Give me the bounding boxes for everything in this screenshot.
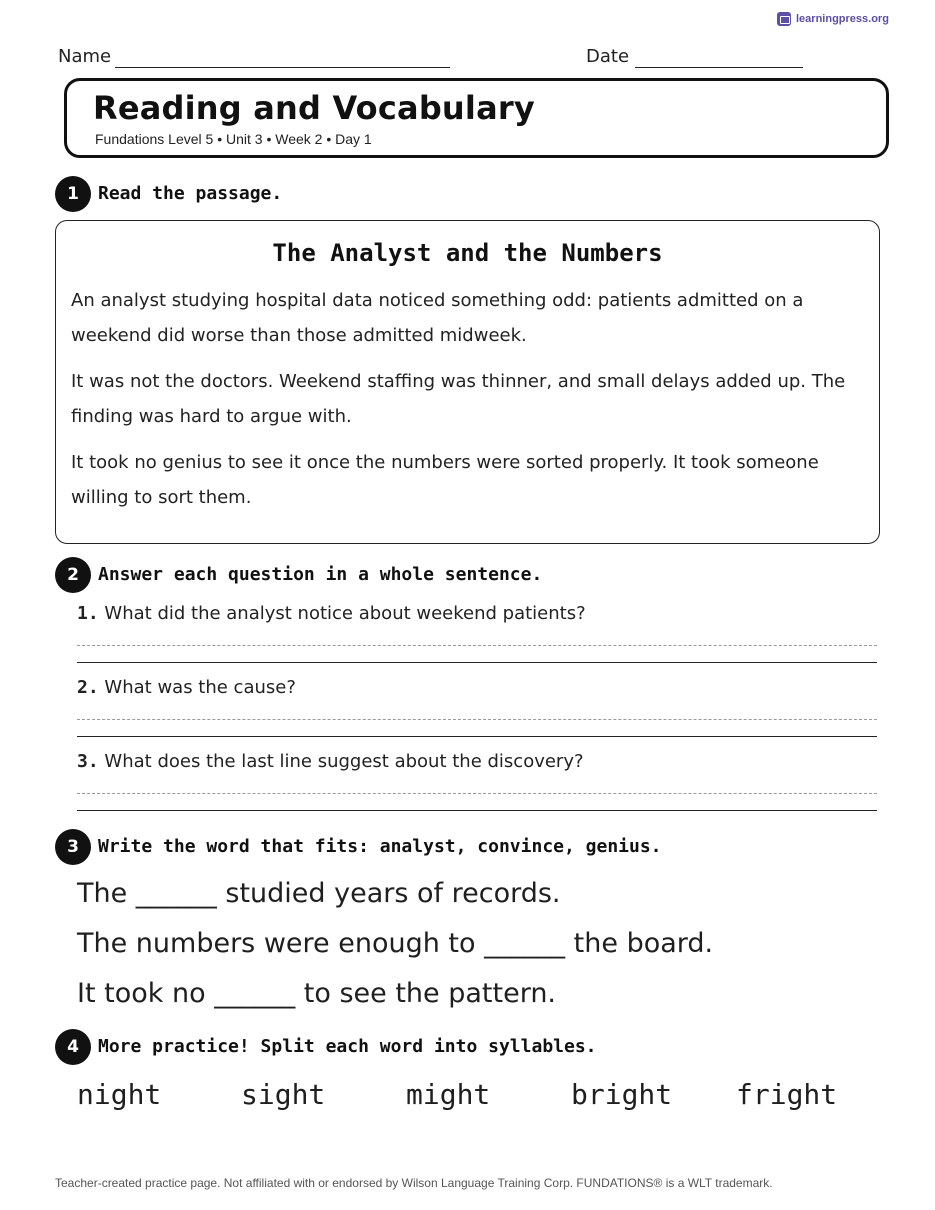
fill-in-sentence-3[interactable]: It took no ______ to see the pattern. xyxy=(77,978,557,1009)
page-title: Reading and Vocabulary xyxy=(93,89,535,127)
brand-link[interactable] xyxy=(777,12,889,26)
section-4-title: More practice! Split each word into syllables. xyxy=(98,1036,597,1057)
section-4-number: 4 xyxy=(55,1029,91,1065)
answer-line-1[interactable] xyxy=(77,662,877,663)
question-2 xyxy=(77,677,296,698)
section-1-number: 1 xyxy=(55,176,91,212)
section-1-title: Read the passage. xyxy=(98,183,283,204)
passage-title: The Analyst and the Numbers xyxy=(272,239,663,267)
answer-line-3[interactable] xyxy=(77,810,877,811)
name-field[interactable] xyxy=(115,67,450,68)
question-text: What does the last line suggest about the discovery? xyxy=(104,751,584,772)
answer-guide-line xyxy=(77,645,877,646)
passage-paragraph: It took no genius to see it once the numbers were sorted properly. It took someone willing to sort them. xyxy=(71,452,819,508)
page-subtitle: Fundations Level 5 • Unit 3 • Week 2 • Day 1 xyxy=(95,131,372,147)
question-1 xyxy=(77,603,586,624)
syllable-word: fright xyxy=(736,1078,838,1111)
answer-line-2[interactable] xyxy=(77,736,877,737)
question-3 xyxy=(77,751,584,772)
fill-in-sentence-1[interactable]: The ______ studied years of records. xyxy=(77,878,561,909)
answer-guide-line xyxy=(77,793,877,794)
question-number: 3. xyxy=(77,751,99,772)
passage-paragraph: It was not the doctors. Weekend staffing was thinner, and small delays added up. The finding was hard to argue with. xyxy=(71,371,846,427)
question-number: 2. xyxy=(77,677,99,698)
fill-in-sentence-2[interactable]: The numbers were enough to ______ the board. xyxy=(77,928,714,959)
syllable-word: bright xyxy=(571,1078,673,1111)
syllable-word: might xyxy=(406,1078,491,1111)
date-field[interactable] xyxy=(635,67,803,68)
brand-text: learningpress.org xyxy=(796,13,889,25)
section-2-number: 2 xyxy=(55,557,91,593)
name-label: Name xyxy=(58,46,112,67)
syllable-word: night xyxy=(77,1078,162,1111)
section-3-number: 3 xyxy=(55,829,91,865)
syllable-word: sight xyxy=(241,1078,326,1111)
section-2-title: Answer each question in a whole sentence. xyxy=(98,564,543,585)
footer-disclaimer: Teacher-created practice page. Not affiliated with or endorsed by Wilson Language Training Corp. FUNDATIONS® is a WLT trademark. xyxy=(55,1176,773,1190)
answer-guide-line xyxy=(77,719,877,720)
question-text: What was the cause? xyxy=(104,677,296,698)
section-3-title: Write the word that fits: analyst, convince, genius. xyxy=(98,836,662,857)
question-number: 1. xyxy=(77,603,99,624)
date-label: Date xyxy=(586,46,630,67)
title-box xyxy=(64,78,889,158)
book-icon xyxy=(777,12,791,26)
passage-box xyxy=(55,220,880,544)
passage-paragraph: An analyst studying hospital data noticed something odd: patients admitted on a weekend did worse than those admitted midweek. xyxy=(71,290,804,346)
question-text: What did the analyst notice about weekend patients? xyxy=(104,603,586,624)
